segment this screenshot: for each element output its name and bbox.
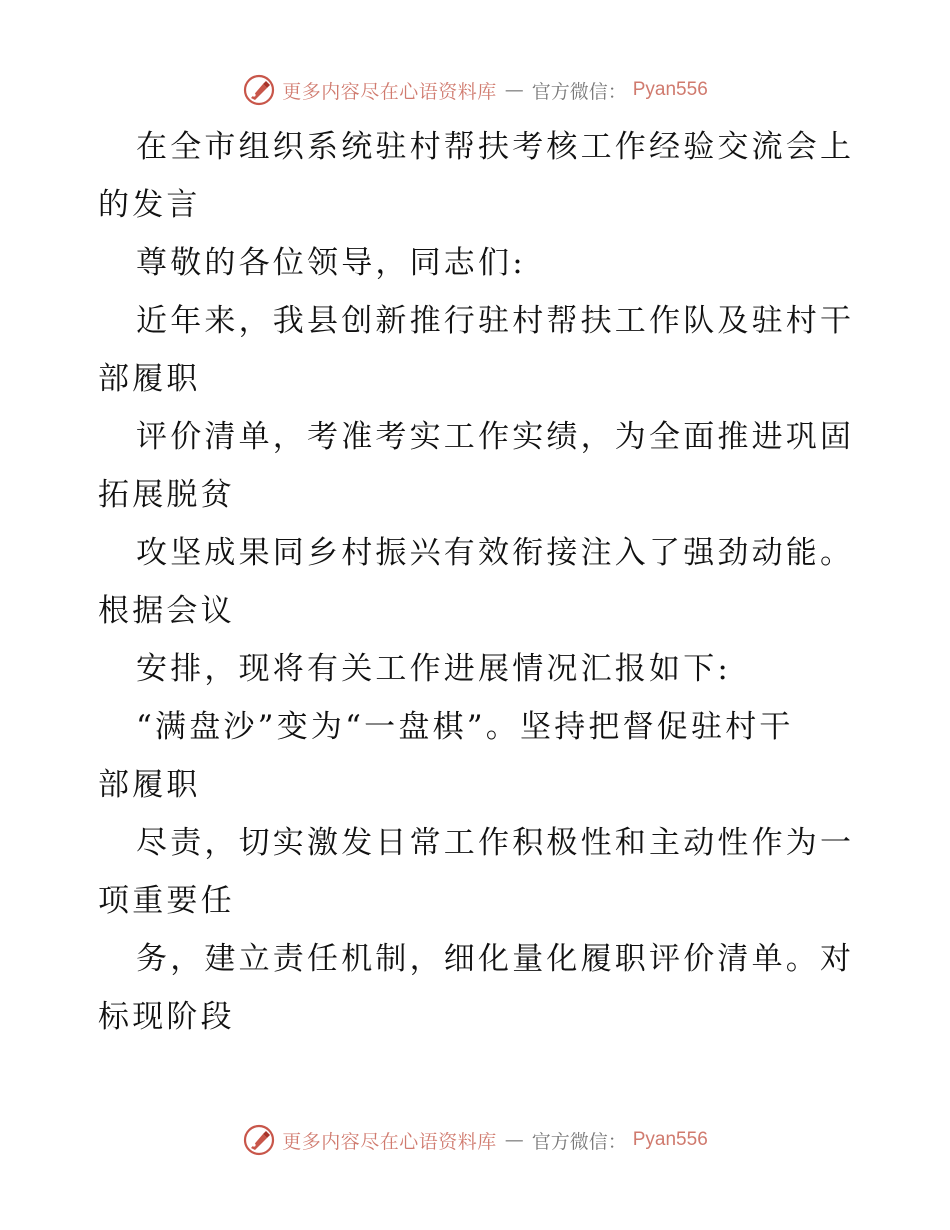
paragraph-line: 务，建立责任机制，细化量化履职评价清单。对 (136, 941, 855, 977)
watermark-dash: — (504, 79, 524, 101)
paragraph-line: 在全市组织系统驻村帮扶考核工作经验交流会上 (136, 129, 855, 165)
watermark-wechat-id: Pyan556 (632, 79, 708, 100)
paragraph-continuation-line: 拓展脱贫 (98, 477, 235, 513)
paragraph-line: “满盘沙”变为“一盘棋”。坚持把督促驻村干 (136, 709, 794, 745)
paragraph-continuation-line: 的发言 (98, 187, 201, 223)
paragraph-line: 攻坚成果同乡村振兴有效衔接注入了强劲动能。 (136, 535, 855, 571)
paragraph-continuation-line: 项重要任 (98, 883, 235, 919)
watermark-dash: — (504, 1129, 524, 1151)
watermark-official-label: 官方微信： (531, 80, 627, 103)
watermark-wechat-id: Pyan556 (632, 1129, 708, 1150)
document-body (98, 118, 858, 1046)
paragraph-line: 安排，现将有关工作进展情况汇报如下: (136, 651, 732, 687)
header-watermark (0, 68, 950, 112)
paragraph-continuation-line: 根据会议 (98, 593, 235, 629)
paragraph-line: 近年来，我县创新推行驻村帮扶工作队及驻村干 (136, 303, 855, 339)
paragraph-line: 尽责，切实激发日常工作积极性和主动性作为一 (136, 825, 855, 861)
paragraph-line: 评价清单，考准考实工作实绩，为全面推进巩固 (136, 419, 855, 455)
watermark-text: 更多内容尽在心语资料库 (282, 80, 497, 103)
watermark-text: 更多内容尽在心语资料库 (282, 1130, 497, 1153)
footer-watermark (0, 1118, 950, 1162)
pen-nib-logo-icon (242, 1123, 276, 1157)
paragraph-continuation-line: 部履职 (98, 767, 201, 803)
paragraph-continuation-line: 标现阶段 (98, 999, 235, 1035)
watermark-official-label: 官方微信： (531, 1130, 627, 1153)
pen-nib-logo-icon (242, 73, 276, 107)
paragraph-continuation-line: 部履职 (98, 361, 201, 397)
paragraph-line: 尊敬的各位领导，同志们: (136, 245, 526, 281)
